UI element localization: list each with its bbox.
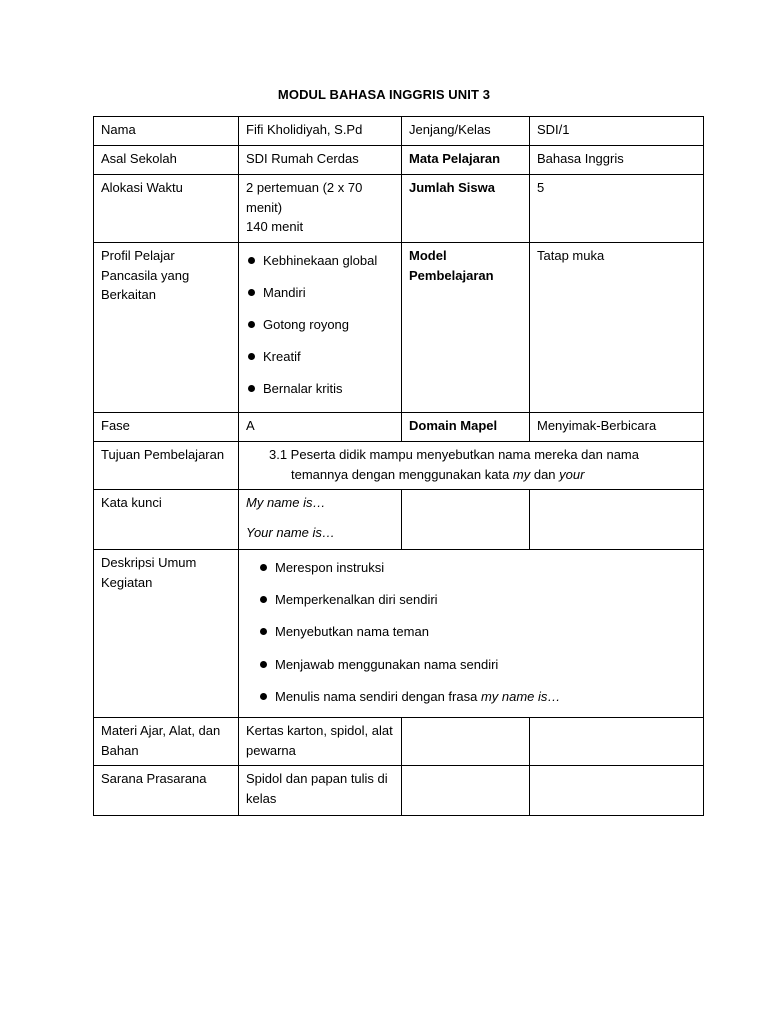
module-table bbox=[93, 116, 704, 816]
list-item: Gotong royong bbox=[246, 315, 394, 335]
label-jumlah-siswa: Jumlah Siswa bbox=[402, 175, 530, 243]
value-nama: Fifi Kholidiyah, S.Pd bbox=[239, 117, 402, 146]
alokasi-line-1: 2 pertemuan (2 x 70 menit) bbox=[246, 180, 363, 215]
tujuan-keyword-your: your bbox=[559, 466, 585, 482]
deskripsi-list bbox=[246, 558, 696, 706]
value-jenjang: SDI/1 bbox=[530, 117, 704, 146]
row-materi-ajar bbox=[94, 718, 704, 766]
value-model-pembelajaran: Tatap muka bbox=[530, 243, 704, 413]
label-jenjang: Jenjang/Kelas bbox=[402, 117, 530, 146]
label-materi-ajar: Materi Ajar, Alat, dan Bahan bbox=[94, 718, 239, 766]
row-kata-kunci bbox=[94, 490, 704, 550]
empty-cell bbox=[402, 490, 530, 550]
row-asal-sekolah bbox=[94, 146, 704, 175]
value-sarana-prasarana: Spidol dan papan tulis di kelas bbox=[239, 766, 402, 816]
label-mata-pelajaran: Mata Pelajaran bbox=[402, 146, 530, 175]
tujuan-line-2 bbox=[269, 465, 696, 485]
label-asal-sekolah: Asal Sekolah bbox=[94, 146, 239, 175]
profil-list bbox=[246, 251, 394, 399]
value-profil-pelajar bbox=[239, 243, 402, 413]
list-item: Mandiri bbox=[246, 283, 394, 303]
deskripsi-phrase: my name is… bbox=[480, 688, 561, 704]
value-domain-mapel: Menyimak-Berbicara bbox=[530, 413, 704, 442]
empty-cell bbox=[402, 766, 530, 816]
list-item: Merespon instruksi bbox=[258, 558, 696, 578]
tujuan-keyword-my: my bbox=[512, 466, 531, 482]
empty-cell bbox=[530, 718, 704, 766]
list-item: Kreatif bbox=[246, 347, 394, 367]
row-profil-pelajar bbox=[94, 243, 704, 413]
label-tujuan-pembelajaran: Tujuan Pembelajaran bbox=[94, 442, 239, 490]
tujuan-line-1: 3.1 Peserta didik mampu menyebutkan nama mereka dan nama bbox=[269, 447, 639, 462]
value-alokasi-waktu bbox=[239, 175, 402, 243]
list-item: Memperkenalkan diri sendiri bbox=[258, 590, 696, 610]
empty-cell bbox=[530, 766, 704, 816]
empty-cell bbox=[402, 718, 530, 766]
list-item: Kebhinekaan global bbox=[246, 251, 394, 271]
label-model-pembelajaran: Model Pembelajaran bbox=[402, 243, 530, 413]
value-deskripsi-kegiatan bbox=[239, 550, 704, 718]
label-alokasi-waktu: Alokasi Waktu bbox=[94, 175, 239, 243]
row-deskripsi-kegiatan bbox=[94, 550, 704, 718]
label-nama: Nama bbox=[94, 117, 239, 146]
deskripsi-text: Menulis nama sendiri dengan frasa bbox=[275, 688, 481, 704]
label-profil-pelajar: Profil Pelajar Pancasila yang Berkaitan bbox=[94, 243, 239, 413]
value-mata-pelajaran: Bahasa Inggris bbox=[530, 146, 704, 175]
list-item bbox=[258, 687, 696, 707]
value-asal-sekolah: SDI Rumah Cerdas bbox=[239, 146, 402, 175]
row-tujuan-pembelajaran bbox=[94, 442, 704, 490]
list-item: Menyebutkan nama teman bbox=[258, 622, 696, 642]
list-item: Menjawab menggunakan nama sendiri bbox=[258, 655, 696, 675]
row-fase bbox=[94, 413, 704, 442]
document-title: MODUL BAHASA INGGRIS UNIT 3 bbox=[277, 87, 491, 102]
tujuan-text: dan bbox=[530, 466, 560, 482]
label-sarana-prasarana: Sarana Prasarana bbox=[94, 766, 239, 816]
row-sarana-prasarana bbox=[94, 766, 704, 816]
kata-kunci-item: My name is… bbox=[246, 495, 326, 510]
list-item: Bernalar kritis bbox=[246, 379, 394, 399]
label-domain-mapel: Domain Mapel bbox=[402, 413, 530, 442]
row-nama bbox=[94, 117, 704, 146]
value-fase: A bbox=[239, 413, 402, 442]
value-kata-kunci bbox=[239, 490, 402, 550]
kata-kunci-item: Your name is… bbox=[246, 524, 335, 540]
empty-cell bbox=[530, 490, 704, 550]
row-alokasi-waktu bbox=[94, 175, 704, 243]
alokasi-line-2: 140 menit bbox=[246, 219, 304, 234]
tujuan-text: temannya dengan menggunakan kata bbox=[291, 466, 513, 482]
label-deskripsi-kegiatan: Deskripsi Umum Kegiatan bbox=[94, 550, 239, 718]
value-jumlah-siswa: 5 bbox=[530, 175, 704, 243]
label-fase: Fase bbox=[94, 413, 239, 442]
value-tujuan-pembelajaran bbox=[239, 442, 704, 490]
value-materi-ajar: Kertas karton, spidol, alat pewarna bbox=[239, 718, 402, 766]
label-kata-kunci: Kata kunci bbox=[94, 490, 239, 550]
